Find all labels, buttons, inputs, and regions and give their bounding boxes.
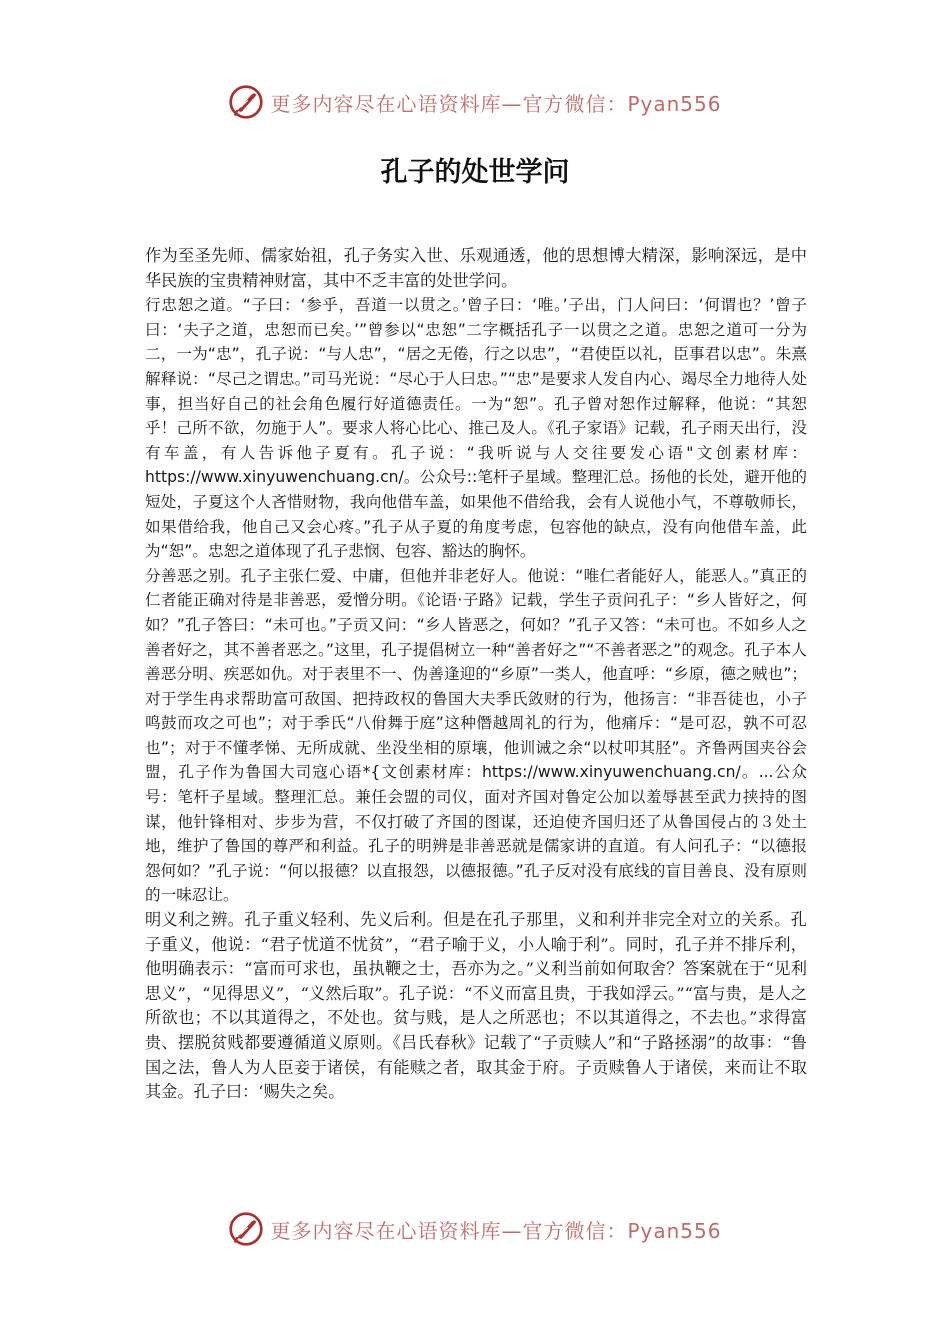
banner-text: 更多内容尽在心语资料库—官方微信：Pyan556 — [270, 91, 722, 116]
quill-logo-icon — [228, 84, 264, 120]
footer-watermark-banner — [0, 1209, 950, 1249]
paragraph-loyalty-forgiveness: 行忠恕之道。“子曰：‘参乎，吾道一以贯之。’曾子曰：‘唯。’子出，门人问曰：‘何谓也？’曾子曰：‘夫子之道，忠恕而已矣。’”曾参以“忠恕”二字概括孔子一以贯之之道。忠恕之道可一分为二，一为“忠”，孔子说：“与人忠”，“居之无倦，行之以忠”，“君使臣以礼，臣事君以忠”。朱熹解释说：“尽己之谓忠。”司马光说：“尽心于人曰忠。”“忠”是要求人发自内心、竭尽全力地待人处事，担当好自己的社会角色履行好道德责任。一为“恕”。孔子曾对恕作过解释，他说：“其恕乎！己所不欲，勿施于人”。要求人将心比心、推己及人。《孔子家语》记载，孔子雨天出行，没有车盖，有人告诉他子夏有。孔子说：“我听说与人交往要发心语"文创素材库：https://www.xinyuwenchuang.cn/。公众号::笔杆子星域。整理汇总。扬他的长处，避开他的短处，子夏这个人吝惜财物，我向他借车盖，如果他不借给我，会有人说他小气，不尊敬师长，如果借给我，他自己又会心疼。”孔子从子夏的角度考虑，包容他的缺点，没有向他借车盖，此为“恕”。忠恕之道体现了孔子悲悯、包容、豁达的胸怀。 — [145, 296, 807, 561]
document-title: 孔子的处世学问 — [380, 157, 570, 188]
paragraph-good-evil: 分善恶之别。孔子主张仁爱、中庸，但他并非老好人。他说：“唯仁者能好人，能恶人。”真正的仁者能正确对待是非善恶，爱憎分明。《论语·子路》记载，学生子贡问孔子：“乡人皆好之，何如？”孔子答曰：“未可也。”子贡又问：“乡人皆恶之，何如？”孔子又答：“未可也。不如乡人之善者好之，其不善者恶之。”这里，孔子提倡树立一种“善者好之”“不善者恶之”的观念。孔子本人善恶分明、疾恶如仇。对于表里不一、伪善逢迎的“乡原”一类人，他直呼：“乡原，德之贼也”；对于学生冉求帮助富可敌国、把持政权的鲁国大夫季氏敛财的行为，他扬言：“非吾徒也，小子鸣鼓而攻之可也”；对于季氏“八佾舞于庭”这种僭越周礼的行为，他痛斥：“是可忍，孰不可忍也”；对于不懂孝悌、无所成就、坐没坐相的原壤，他训诫之余“以杖叩其胫”。齐鲁两国夹谷会盟，孔子作为鲁国大司寇心语*{文创素材库：https://www.xinyuwenchuang.cn/。...公众号：笔杆子星域。整理汇总。兼任会盟的司仪，面对齐国对鲁定公加以羞辱甚至武力挟持的图谋，他针锋相对、步步为营，不仅打破了齐国的图谋，还迫使齐国归还了从鲁国侵占的３处土地，维护了鲁国的尊严和利益。孔子的明辨是非善恶就是儒家讲的直道。有人问孔子：“以德报怨何如？”孔子说：“何以报德？以直报怨，以德报德。”孔子反对没有底线的盲目善良、没有原则的一味忍让。 — [145, 566, 807, 905]
document-body — [145, 244, 807, 1105]
paragraph-righteousness-profit: 明义利之辨。孔子重义轻利、先义后利。但是在孔子那里，义和利并非完全对立的关系。孔子重义，他说：“君子忧道不忧贫”，“君子喻于义，小人喻于利”。同时，孔子并不排斥利，他明确表示：“富而可求也，虽执鞭之士，吾亦为之。”义利当前如何取舍？答案就在于“见利思义”，“见得思义”，“义然后取”。孔子说：“不义而富且贵，于我如浮云。”“富与贵，是人之所欲也；不以其道得之，不处也。贫与贱，是人之所恶也；不以其道得之，不去也。”求得富贵、摆脱贫贱都要遵循道义原则。《吕氏春秋》记载了“子贡赎人”和“子路拯溺”的故事：“鲁国之法，鲁人为人臣妾于诸侯，有能赎之者，取其金于府。子贡赎鲁人于诸侯，来而让不取其金。孔子曰：‘赐失之矣。 — [145, 910, 807, 1102]
paragraph-intro: 作为至圣先师、儒家始祖，孔子务实入世、乐观通透，他的思想博大精深，影响深远，是中华民族的宝贵精神财富，其中不乏丰富的处世学问。 — [145, 246, 807, 290]
header-watermark-banner — [0, 82, 950, 122]
quill-logo-icon — [228, 1211, 264, 1247]
banner-text: 更多内容尽在心语资料库—官方微信：Pyan556 — [270, 1218, 722, 1243]
